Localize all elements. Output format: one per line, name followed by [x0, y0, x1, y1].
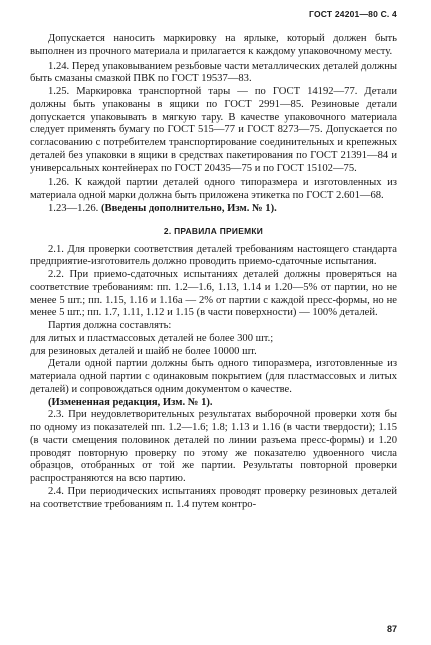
- changed-edition-note: (Измененная редакция, Изм. № 1).: [48, 396, 213, 408]
- paragraph-2-3: 2.3. При неудовлетворительных результатах выборочной проверки хотя бы по одному из показателей пп. 1.2—1.6; 1.8; 1.13 и 1.16 (в части твердости); 1.15 (в части смещения половинок деталей по линии разъема пресс-формы) и 1.20 проводят повторную проверку по этому же показателю удвоенного числа образцов, отобранных от той же партии. Результаты повторной проверки распространяются на всю партию.: [30, 409, 397, 484]
- page-header: ГОСТ 24201—80 С. 4: [309, 9, 397, 19]
- paragraph-1-24: 1.24. Перед упаковыванием резьбовые части металлических деталей должны быть смазаны смазкой ПВК по ГОСТ 19537—83.: [30, 60, 397, 85]
- paragraph-labeling: Допускается наносить маркировку на ярлыке, который должен быть выполнен из прочного материала и прилагается к каждому упаковочному месту.: [30, 33, 397, 57]
- paragraph-2-4: 2.4. При периодических испытаниях проводят проверку резиновых деталей на соответствие требованиям п. 1.4 путем контро-: [30, 485, 397, 510]
- paragraph-2-1: 2.1. Для проверки соответствия деталей требованиям настоящего стандарта предприятие-изготовитель должно проводить приемо-сдаточные испытания.: [30, 243, 397, 268]
- paragraph-1-26: 1.26. К каждой партии деталей одного типоразмера и изготовленных из материала одной марки должна быть приложена этикетка по ГОСТ 2.601—68.: [30, 177, 397, 201]
- page-number: 87: [386, 624, 397, 634]
- amendment-range: 1.23—1.26.: [48, 202, 101, 214]
- paragraph-1-25: 1.25. Маркировка транспортной тары — по ГОСТ 14192—77. Детали должны быть упакованы в ящики по ГОСТ 2991—85. Резиновые детали допускается упаковывать в мягкую тару. В качестве упаковочного материала следует применять бумагу по ГОСТ 515—77 и ГОСТ 8273—75. Допускается по согласованию с потребителем транспортирование соединительных и крепежных деталей без упаковки в ящики в средствах пакетирования по ГОСТ 21391—84 и универсальных контейнерах по ГОСТ 20435—75 и по ГОСТ 15102—75.: [30, 86, 397, 174]
- paragraph-2-2: 2.2. При приемо-сдаточных испытаниях деталей должны проверяться на соответствие требованиям: пп. 1.2—1.6, 1.13, 1.14 и 1.20—5% от партии, но не менее 5 шт.; пп. 1.15, 1.16 и 1.16а — 2% от партии с каждой пресс-формы, но не менее 5 шт.; пп. 1.7, 1.11, 1.12 и 1.15 (в части поверхности) — 100% деталей.: [30, 269, 397, 319]
- amendment-note: (Введены дополнительно, Изм. № 1).: [100, 202, 277, 214]
- paragraph-cast-parts: для литых и пластмассовых деталей не более 300 шт.;: [30, 332, 274, 344]
- paragraph-same-lot: Детали одной партии должны быть одного типоразмера, изготовленные из материала одной партии с одинаковым покрытием (для пластмассовых и литых деталей) и сопровождаться одним документом о качестве.: [30, 358, 397, 395]
- paragraph-party: Партия должна составлять:: [48, 320, 172, 331]
- paragraph-1-23-1-26: [30, 203, 397, 216]
- paragraph-rubber-parts: для резиновых деталей и шайб не более 10000 шт.: [30, 345, 257, 357]
- section-2-title: 2. ПРАВИЛА ПРИЕМКИ: [163, 225, 264, 236]
